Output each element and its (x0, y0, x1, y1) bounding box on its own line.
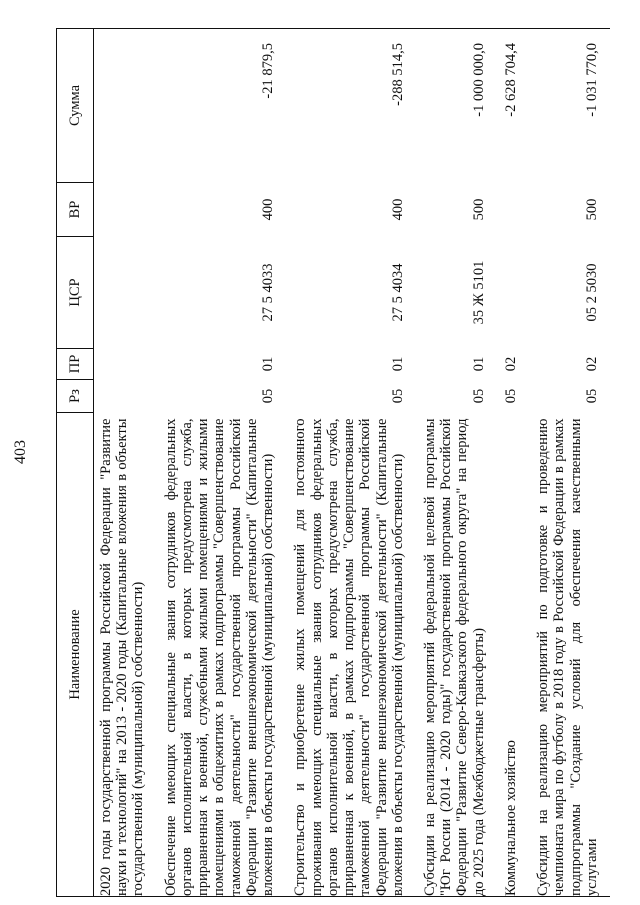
cell-name: 2020 годы государственной программы Российской Федерации "Развитие науки и технологий" на 2013 - 2020 годы (Капитальные вложения в объекты государственной (муниципальной) собственности) (94, 413, 157, 897)
cell-sum: -2 628 704,4 (497, 29, 529, 183)
cell-vr: 500 (470, 198, 487, 221)
table-row (157, 29, 287, 897)
table-row (94, 29, 157, 897)
cell-csr (94, 237, 157, 349)
cell-sum: -1 031 770,0 (529, 29, 610, 183)
cell-name: Обеспечение имеющих специальные звания сотрудников федеральных органов исполнительной власти, в которых предусмотрена служба, приравненная к военной, служебными жилыми помещениями и жилыми помещениями в общежитиях в рамках подпрограммы "Совершенствование таможенной деятельности" государственной программы Российской Федерации "Развитие внешнеэкономической деятельности" (Капитальные вложения в объекты государственной (муниципальной) собственности) (157, 413, 287, 897)
cell-name: Коммунальное хозяйство (497, 413, 529, 897)
table-row (416, 29, 497, 897)
cell-vr: 400 (389, 198, 406, 221)
header-rz: Рз (57, 380, 94, 413)
cell-sum: -1 000 000,0 (416, 29, 497, 183)
cell-vr: 500 (583, 198, 600, 221)
cell-name: Субсидии на реализацию мероприятий по подготовке и проведению чемпионата мира по футболу в 2018 году в Российской Федерации в рамках подпрограммы "Создание условий для обеспечения качественными услугами (529, 413, 610, 897)
page-number: 403 (12, 440, 29, 464)
cell-sum: -21 879,5 (157, 29, 287, 183)
cell-csr: 35 Ж 5101 (470, 260, 487, 325)
cell-rz: 05 (389, 388, 406, 404)
cell-csr: 27 5 4034 (389, 263, 406, 322)
cell-vr: 400 (260, 198, 277, 221)
cell-pr: 01 (470, 356, 487, 372)
cell-csr (497, 237, 529, 349)
cell-pr: 01 (260, 356, 277, 372)
cell-name: Субсидии на реализацию мероприятий федеральной целевой программы "Юг России (2014 - 2020 годы)" государственной программы Российской Федерации "Развитие Северо-Кавказского федерального округа" на период до 2025 года (Межбюджетные трансферты) (416, 413, 497, 897)
header-vr: ВР (57, 183, 94, 237)
cell-rz: 05 (502, 388, 519, 404)
cell-vr (94, 183, 157, 237)
cell-sum (94, 29, 157, 183)
cell-pr: 01 (389, 356, 406, 372)
cell-rz (94, 380, 157, 413)
cell-rz: 05 (260, 388, 277, 404)
cell-csr: 05 2 5030 (583, 263, 600, 322)
budget-table (56, 28, 610, 897)
table-row (529, 29, 610, 897)
table-row (497, 29, 529, 897)
cell-csr: 27 5 4033 (260, 263, 277, 322)
cell-vr (497, 183, 529, 237)
cell-name: Строительство и приобретение жилых помещений для постоянного проживания имеющих специальные звания сотрудников федеральных органов исполнительной власти, в которых предусмотрена служба, приравненная к военной, в рамках подпрограммы "Совершенствование таможенной деятельности" государственной программы Российской Федерации "Развитие внешнеэкономической деятельности" (Капитальные вложения в объекты государственной (муниципальной) собственности) (286, 413, 416, 897)
cell-pr: 02 (502, 356, 519, 372)
cell-rz: 05 (470, 388, 487, 404)
header-pr: ПР (57, 349, 94, 380)
table-row (286, 29, 416, 897)
cell-pr: 02 (583, 356, 600, 372)
cell-pr (94, 349, 157, 380)
header-name: Наименование (57, 413, 94, 897)
cell-sum: -288 514,5 (286, 29, 416, 183)
cell-rz: 05 (583, 388, 600, 404)
header-sum: Сумма (57, 29, 94, 183)
header-csr: ЦСР (57, 237, 94, 349)
table-header-row (57, 29, 94, 897)
